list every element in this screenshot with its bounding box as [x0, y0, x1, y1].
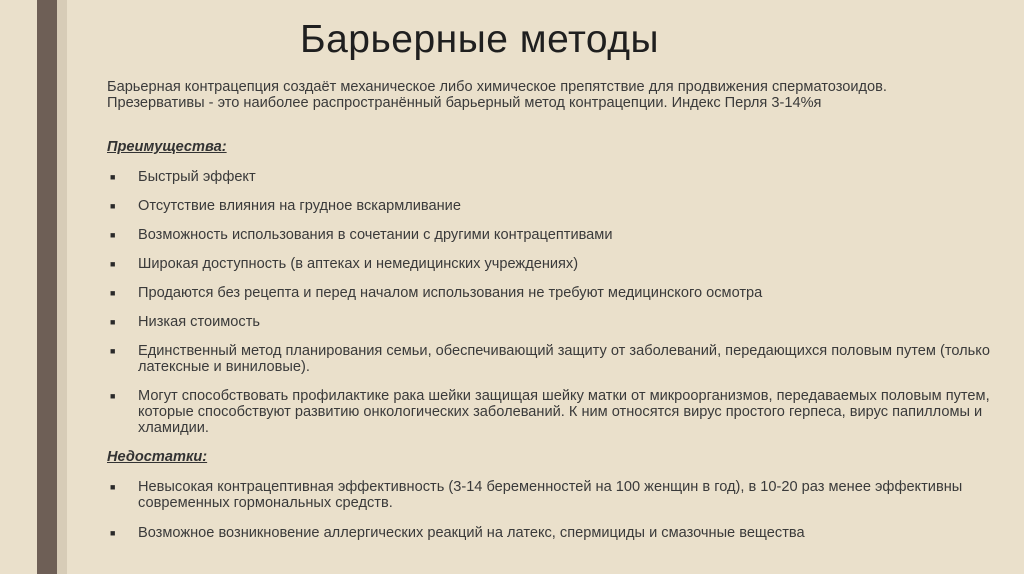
advantage-item: Единственный метод планирования семьи, обеспечивающий защиту от заболеваний, передающихся половым путем (только латексные и виниловые). — [138, 343, 990, 375]
disadvantage-item: Возможное возникновение аллергических реакций на латекс, спермициды и смазочные вещества — [138, 525, 805, 541]
advantage-item: Отсутствие влияния на грудное вскармливание — [138, 198, 461, 214]
bullet-icon: ■ — [110, 346, 116, 356]
bullet-icon: ■ — [110, 201, 116, 211]
advantage-item: Широкая доступность (в аптеках и немедицинских учреждениях) — [138, 256, 579, 272]
bullet-icon: ■ — [110, 317, 116, 327]
advantage-item: Возможность использования в сочетании с другими контрацептивами — [138, 227, 613, 243]
disadvantage-item: Невысокая контрацептивная эффективность (3-14 беременностей на 100 женщин в год), в 10-20 раз менее эффективны современных гормональных средств. — [138, 479, 963, 511]
bullet-icon: ■ — [110, 172, 116, 182]
left-accent-bar — [37, 0, 57, 574]
bullet-icon: ■ — [110, 259, 116, 269]
disadvantages-heading: Недостатки: — [107, 449, 208, 465]
bullet-icon: ■ — [110, 288, 116, 298]
advantage-item: Низкая стоимость — [138, 314, 260, 330]
advantage-item: Продаются без рецепта и перед началом использования не требуют медицинского осмотра — [138, 285, 763, 301]
bullet-icon: ■ — [110, 528, 116, 538]
advantage-item: Могут способствовать профилактике рака шейки защищая шейку матки от микроорганизмов, передаваемых половым путем, которые способствуют развитию онкологических заболеваний. К ним относятся вирус простого герпеса, вирус папилломы и хламидии. — [138, 388, 990, 436]
slide-title: Барьерные методы — [300, 18, 660, 61]
advantage-item: Быстрый эффект — [138, 169, 256, 185]
intro-paragraph: Барьерная контрацепция создаёт механическое либо химическое препятствие для продвижения сперматозоидов. Презервативы - это наиболее распространённый барьерный метод контрацепции. Индекс Перля 3-14%я — [107, 79, 887, 111]
bullet-icon: ■ — [110, 391, 116, 401]
bullet-icon: ■ — [110, 482, 116, 492]
advantages-heading: Преимущества: — [107, 139, 227, 155]
left-accent-stripe — [57, 0, 67, 574]
bullet-icon: ■ — [110, 230, 116, 240]
